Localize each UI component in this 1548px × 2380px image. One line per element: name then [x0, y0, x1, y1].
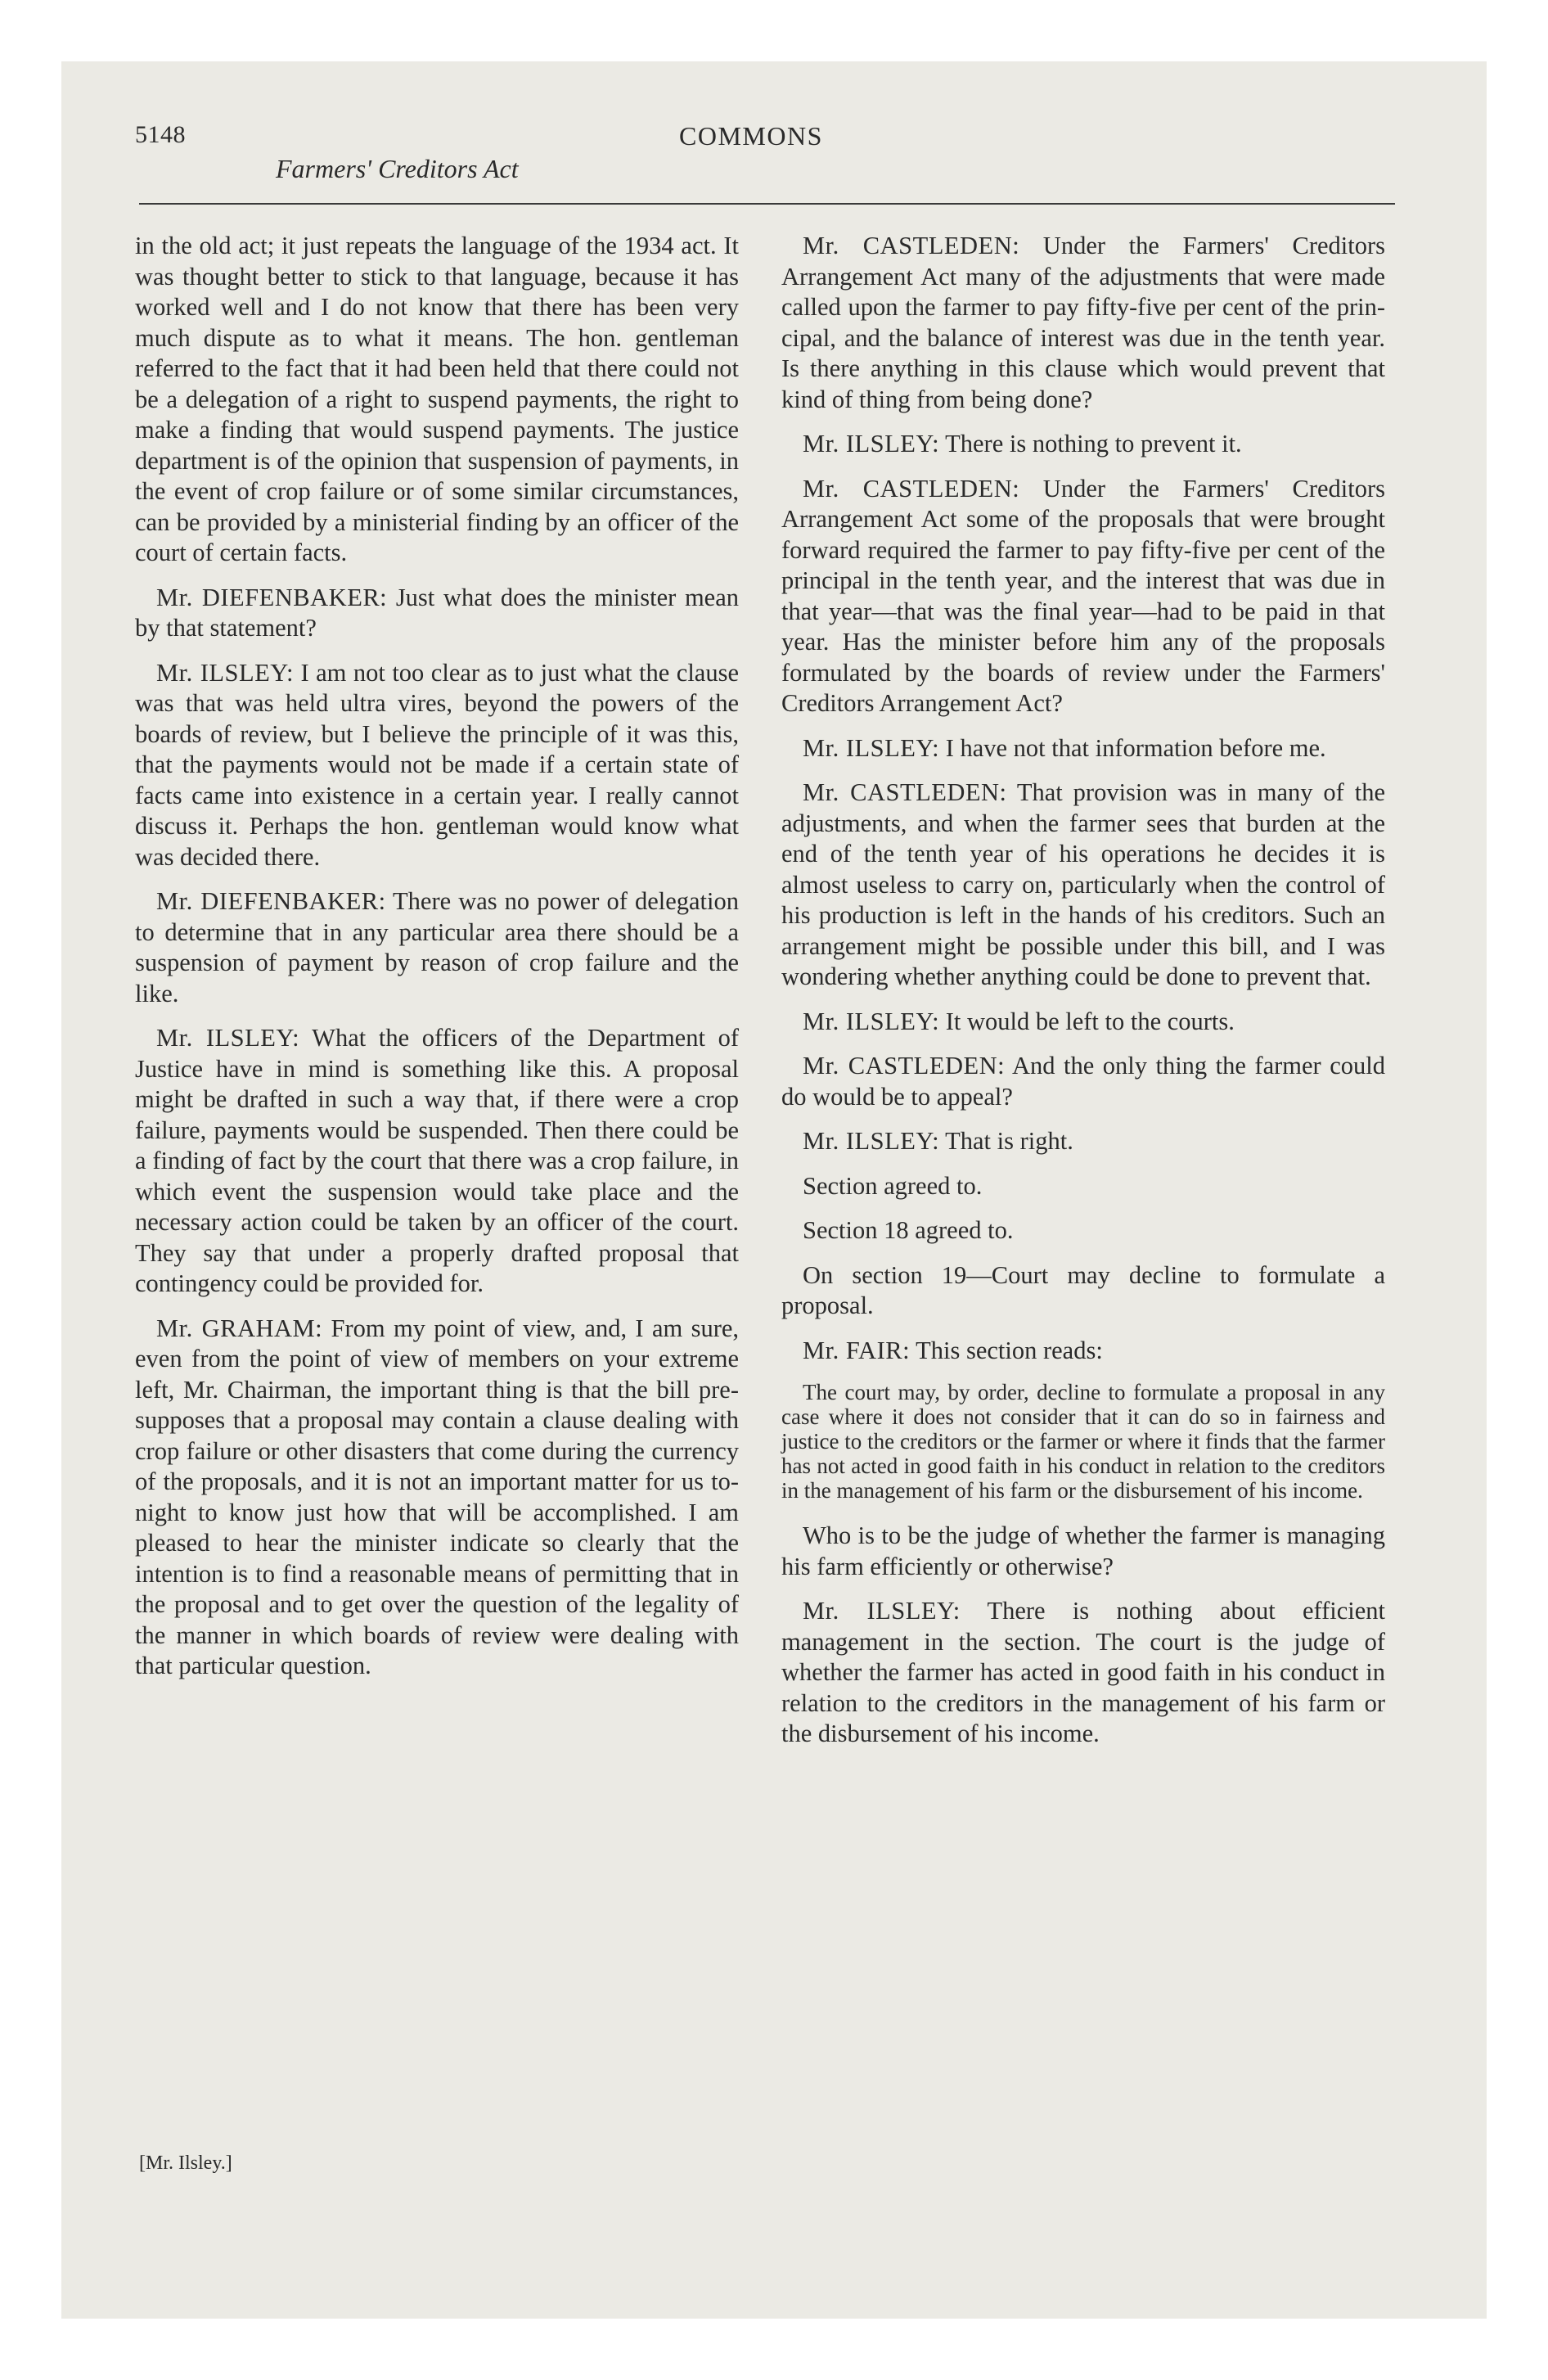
paragraph [135, 886, 739, 1009]
footer-attribution: [Mr. Ilsley.] [139, 2152, 232, 2174]
running-title: COMMONS [679, 121, 823, 151]
speaker-name: Mr. DIEFENBAKER: [156, 887, 386, 915]
speaker-name: Mr. CASTLEDEN: [803, 232, 1020, 259]
paragraph [781, 1126, 1385, 1157]
paragraph-text: There is nothing to prevent it. [945, 430, 1242, 458]
paragraph [781, 1007, 1385, 1038]
left-column [135, 231, 739, 1696]
procedural-note [781, 1260, 1385, 1322]
paragraph [781, 231, 1385, 415]
speaker-name: Mr. CASTLEDEN: [803, 1052, 1006, 1080]
paragraph [781, 1051, 1385, 1112]
paragraph-text: Section agreed to. [803, 1171, 983, 1200]
speaker-name: Mr. ILSLEY: [803, 1597, 961, 1625]
paragraph-text: There was no power of delegation to determine that in any particular area there should be a suspension of payment by reason of crop failure and the like. [135, 887, 739, 1007]
speaker-name: Mr. ILSLEY: [803, 430, 940, 458]
right-column [781, 231, 1385, 1764]
paragraph-text: It would be left to the courts. [945, 1007, 1235, 1035]
paragraph-text: Under the Farmers' Creditors Arrangement Act many of the adjustments that were made called upon the farmer to pay fifty-five per cent of the principal, and the balance of interest was due in the tenth year. Is there anything in this clause which would prevent that kind of thing from being done? [781, 232, 1386, 413]
paragraph-text: Just what does the minister mean by that statement? [135, 583, 739, 642]
speaker-name: Mr. ILSLEY: [156, 658, 294, 687]
speaker-name: Mr. ILSLEY: [803, 733, 940, 762]
procedural-note [781, 1171, 1385, 1202]
paragraph [135, 583, 739, 644]
paragraph [781, 474, 1385, 719]
paragraph [135, 1314, 739, 1682]
page-header [0, 0, 1548, 213]
paragraph-text: This section reads: [916, 1336, 1103, 1364]
paragraph-text: That provision was in many of the adjustments, and when the farmer sees that burden at the end of the tenth year of his operations he decides it is almost useless to carry on, particularly when the control of his production is left in the hands of his creditors. Such an arrangement might be possible under this bill, and I was wondering whether anything could be done to prevent that. [781, 778, 1386, 990]
paragraph [135, 1023, 739, 1300]
paragraph-text: Under the Farmers' Creditors Arrangement Act some of the proposals that were brought forward required the farmer to pay fifty-five per cent of the principal in the tenth year, and the interest that was due in that year—that was the final year—had to be paid in that year. Has the minister before him any of the proposals formulated by the boards of review under the Farmers' Creditors Arrangement Act? [781, 474, 1386, 717]
paragraph-text: On section 19—Court may decline to formulate a proposal. [781, 1260, 1385, 1319]
speaker-name: Mr. ILSLEY: [156, 1024, 300, 1052]
speaker-name: Mr. CASTLEDEN: [803, 474, 1020, 503]
paragraph [781, 778, 1385, 993]
paragraph-text: I am not too clear as to just what the clause was that was held ultra vires, beyond the powers of the boards of review, but I believe the principle of it was this, that the payments would not be made if a certain state of facts came into existence in a certain year. I really cannot discuss it. Perhaps the hon. gentleman would know what was decided there. [135, 658, 739, 871]
paragraph [781, 733, 1385, 764]
paragraph-text: There is nothing about efficient management in the section. The court is the judge of whether the farmer has acted in good faith in his conduct in relation to the creditors in the management of his farm or the disbursement of his income. [781, 1597, 1385, 1747]
paragraph [781, 1336, 1385, 1367]
page-number: 5148 [135, 121, 186, 148]
paragraph [781, 1521, 1385, 1582]
paragraph [135, 658, 739, 873]
speaker-name: Mr. CASTLEDEN: [803, 778, 1007, 806]
paragraph [135, 231, 739, 569]
paragraph-text: What the officers of the Department of Justice have in mind is something like this. A proposal might be drafted in such a way that, if there were a crop failure, payments would be suspended. Then there could be a finding of fact by the court that there was a crop failure, in which event the suspension would take place and the necessary action could be taken by an officer of the court. They say that under a properly drafted proposal that contingency could be provided for. [135, 1024, 739, 1297]
paragraph-text: From my point of view, and, I am sure, even from the point of view of members on your extreme left, Mr. Chairman, the important thing is that the bill presupposes that a proposal may contain a clause dealing with crop failure or other disasters that come during the currency of the proposals, and it is not an important matter for us tonight to know just how that will be accomplished. I am pleased to hear the minister indicate so clearly that the intention is to find a reasonable means of permitting that in the proposal and to get over the question of the legality of the manner in which boards of review were dealing with that particular question. [135, 1314, 740, 1679]
paragraph-text: That is right. [945, 1127, 1073, 1155]
speaker-name: Mr. ILSLEY: [803, 1007, 940, 1035]
paragraph-text: I have not that information before me. [945, 733, 1326, 762]
paragraph-text: And the only thing the farmer could do would be to appeal? [781, 1052, 1385, 1111]
paragraph-text: Section 18 agreed to. [803, 1216, 1014, 1244]
quoted-section-text: The court may, by order, decline to formulate a proposal in any case where it does not consider that it can do so in fairness and justice to the creditors or the farmer or where it finds that the farmer has not acted in good faith in his conduct in relation to the creditors in the management of his farm or the disbursement of his income. [781, 1380, 1385, 1503]
paragraph [781, 429, 1385, 460]
paragraph-text: in the old act; it just repeats the language of the 1934 act. It was thought better to stick to that language, because it has worked well and I do not know that there has been very much dispute as to what it means. The hon. gentleman referred to the fact that it had been held that there could not be a delegation of a right to suspend payments, the right to make a finding that would suspend payments. The justice department is of the opinion that suspension of payments, in the event of crop failure or of some similar circumstances, can be provided by a ministerial finding by an officer of the court of certain facts. [135, 232, 739, 566]
speaker-name: Mr. GRAHAM: [156, 1314, 323, 1342]
speaker-name: Mr. ILSLEY: [803, 1127, 940, 1155]
paragraph [781, 1596, 1385, 1750]
header-rule [139, 203, 1395, 205]
section-title: Farmers' Creditors Act [276, 154, 519, 183]
speaker-name: Mr. DIEFENBAKER: [156, 583, 388, 611]
procedural-note [781, 1215, 1385, 1246]
speaker-name: Mr. FAIR: [803, 1336, 911, 1364]
paragraph-text: Who is to be the judge of whether the farmer is managing his farm efficiently or otherwise? [781, 1521, 1385, 1580]
